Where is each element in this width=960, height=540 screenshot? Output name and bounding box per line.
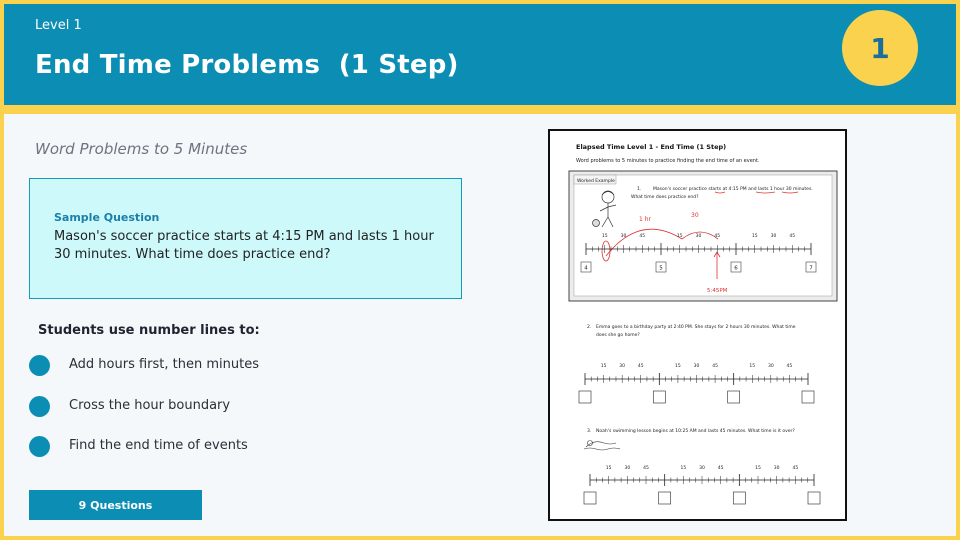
tick-label: 15 [751, 234, 758, 239]
bullet-dot-icon [29, 396, 50, 417]
tick-label: 30 [624, 466, 631, 471]
annotation-answer: 5:45PM [707, 288, 728, 294]
worksheet-title: Elapsed Time Level 1 - End Time (1 Step) [576, 143, 727, 151]
tick-label: 30 [619, 364, 626, 369]
tick-label: 15 [605, 466, 612, 471]
annotation-1hr: 1 hr [639, 216, 651, 223]
level-badge: 1 [842, 10, 918, 86]
q3-line1: Noah's swimming lesson begins at 10:25 AM and lasts 45 minutes. What time is it over? [596, 429, 795, 434]
tick-label: 45 [714, 234, 721, 239]
questions-count-button[interactable]: 9 Questions [29, 490, 202, 520]
tick-label: 45 [786, 364, 793, 369]
sample-question-label: Sample Question [54, 211, 160, 224]
tick-label: 30 [770, 234, 777, 239]
tick-label: 15 [675, 364, 681, 369]
annotation-30: 30 [691, 212, 699, 219]
worksheet-svg [550, 131, 845, 519]
bullet-text: Find the end time of events [69, 438, 248, 453]
answer-box [733, 492, 745, 504]
tick-label: 45 [789, 234, 796, 239]
q2-line1: Emma goes to a birthday party at 2:40 PM. She stays for 2 hours 30 minutes. What time [596, 325, 796, 330]
tick-label: 30 [699, 466, 705, 471]
tick-label: 45 [717, 466, 724, 471]
tick-label: 30 [773, 466, 780, 471]
q2-line2: does she go home? [596, 333, 640, 338]
answer-box [653, 391, 665, 403]
tick-label: 30 [767, 364, 774, 369]
answer-box [728, 391, 740, 403]
bullet-dot-icon [29, 355, 50, 376]
q1-line1: Mason's soccer practice starts at 4:15 PM and lasts 1 hour 30 minutes. [653, 187, 813, 192]
bullet-item [29, 355, 349, 377]
q1-line2: What time does practice end? [631, 195, 699, 200]
answer-box [584, 492, 596, 504]
hour-label: 4 [584, 265, 588, 272]
uses-heading: Students use number lines to: [38, 323, 260, 338]
tick-label: 45 [792, 466, 799, 471]
q2-number: 2. [587, 325, 592, 330]
hour-label: 7 [809, 265, 813, 272]
bullet-item [29, 396, 349, 418]
worksheet-intro: Word problems to 5 minutes to practice finding the end time of an event. [576, 158, 760, 164]
tick-label: 45 [637, 364, 644, 369]
tick-label: 15 [680, 466, 687, 471]
bullet-item [29, 436, 349, 458]
hour-label: 5 [659, 265, 663, 272]
tick-label: 15 [676, 234, 683, 239]
bullet-text: Add hours first, then minutes [69, 357, 259, 372]
bullet-text: Cross the hour boundary [69, 398, 231, 413]
page-title: End Time Problems (1 Step) [35, 50, 459, 80]
tick-label: 30 [693, 364, 700, 369]
swimmer-icon [584, 441, 620, 451]
tick-label: 45 [643, 466, 649, 471]
answer-box [579, 391, 591, 403]
tick-label: 15 [600, 364, 607, 369]
tick-label: 15 [601, 234, 608, 239]
subtitle: Word Problems to 5 Minutes [35, 140, 248, 158]
answer-box [802, 391, 814, 403]
tick-label: 30 [695, 234, 702, 239]
tick-label: 30 [620, 234, 627, 239]
sample-question-text: Mason's soccer practice starts at 4:15 PM and lasts 1 hour 30 minutes. What time does practice end? [54, 229, 434, 262]
worksheet-preview [548, 129, 847, 521]
tick-label: 15 [755, 466, 761, 471]
tick-label: 45 [712, 364, 718, 369]
worked-example-label: Worked Example [577, 179, 615, 184]
answer-box [659, 492, 671, 504]
tick-label: 45 [639, 234, 646, 239]
q1-number: 1. [637, 187, 642, 192]
hour-label: 6 [734, 265, 738, 272]
level-label: Level 1 [35, 18, 82, 33]
tick-label: 15 [749, 364, 756, 369]
answer-box [808, 492, 820, 504]
bullet-dot-icon [29, 436, 50, 457]
q3-number: 3. [587, 429, 592, 434]
sample-question-box [29, 178, 462, 299]
